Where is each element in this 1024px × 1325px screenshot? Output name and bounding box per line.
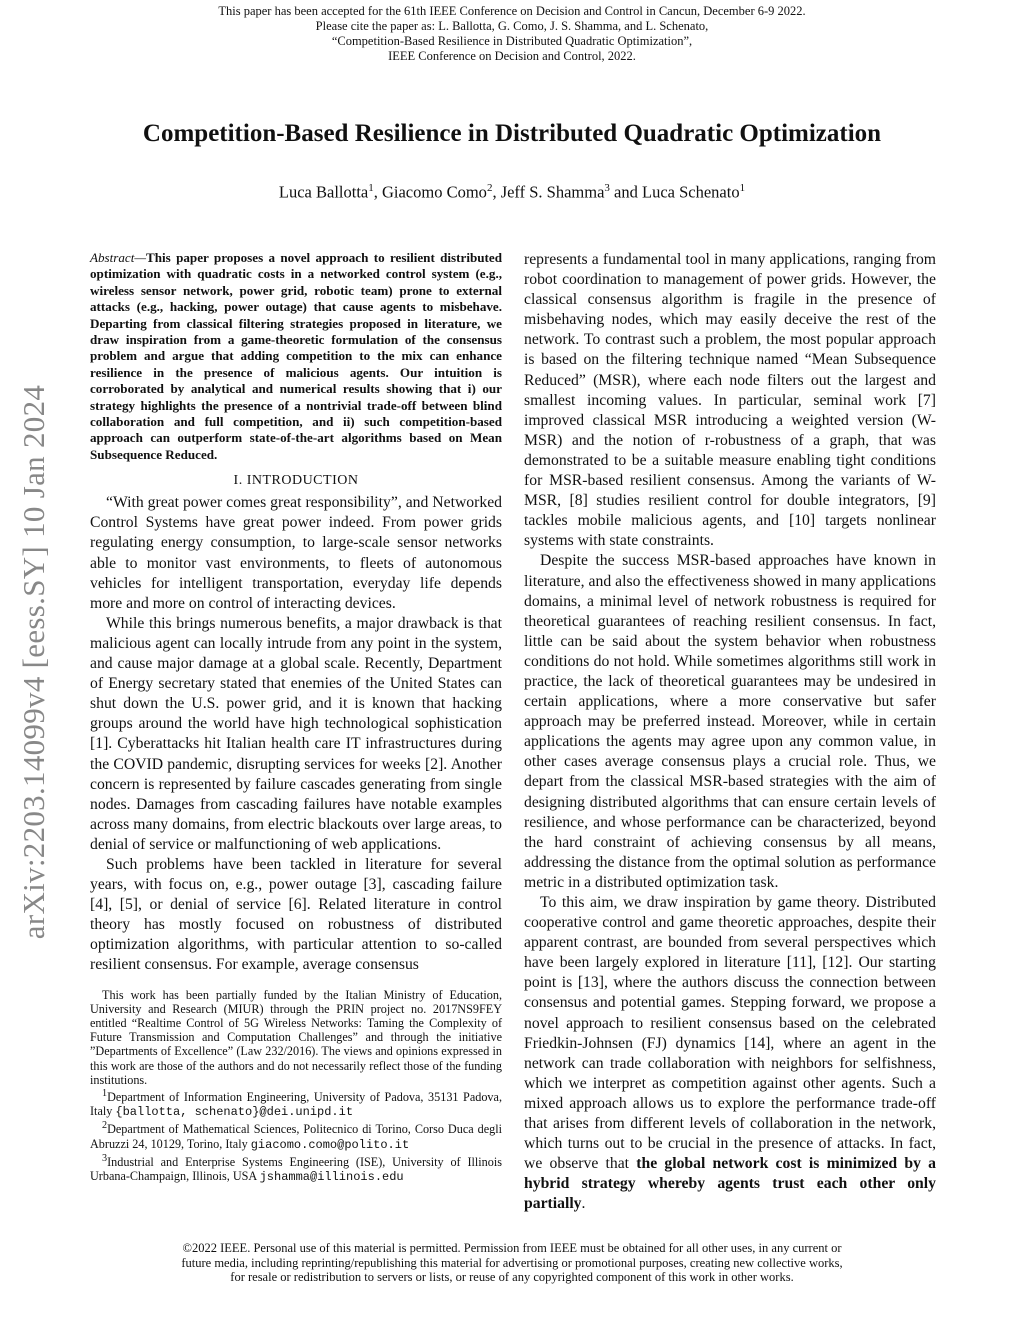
paragraph: Despite the success MSR-based approaches have known in literature, and also the effectiveness showed in many applications domains, a minimal level of network robustness is required for theoretical guarantees of reaching resilient consensus. In fact, little can be said about the system behavior when robustness conditions do not hold. While sometimes algorithms still work in practice, the lack of theoretical guarantees may be undesired in certain applications, where a more conservative but safer approach may be preferred instead. Moreover, while in certain applications the agents may agree upon any common value, in other cases average consensus plays a crucial role. Thus, we depart from the classical MSR-based strategies with the aim of designing distributed algorithms that can ensure certain levels of resilience, and whose performance can be characterized, beyond the hard constraint of achieving consensus by all means, addressing the distance from the optimal solution as performance metric in a distributed optimization task. <box>524 552 936 891</box>
author-name: Luca Schenato <box>642 182 740 202</box>
footnote-text: Department of Information Engineering, University of Padova, 35131 Padova, Italy <box>90 1090 502 1119</box>
affiliation-mark: 2 <box>486 182 493 194</box>
paragraph: represents a fundamental tool in many applications, ranging from robot coordination to management of power grids. However, the classical consensus algorithm is fragile in the presence of misbehaving nodes, which may easily deceive the rest of the network. To contrast such a problem, the most popular approach is based on the filtering technique named “Mean Subsequence Reduced” (MSR), where each node filters out the largest and smallest incoming values. In particular, seminal work [7] improved classical MSR introducing a weighted version (W-MSR) and the notion of r-robustness of a graph, that was demonstrated to be a suitable measure enabling tight conditions for MSR-based resilient consensus. Among the variants of W-MSR, [8] studies resilient control for double integrators, [9] tackles mobile malicious agents, and [10] targets nonlinear systems with state constraints. <box>524 251 936 550</box>
abstract-text: This paper proposes a novel approach to resilient distributed optimization with quadratic costs in a networked control system (e.g., wireless sensor network, power grid, robotic team) prone to external attacks (e.g., hacking, power outage) that cause agents to misbehave. Departing from classical filtering strategies proposed in literature, we draw inspiration from a game-theoretic formulation of the consensus problem and argue that adding competition to the mix can enhance resilience in the presence of malicious agents. Our intuition is corroborated by analytical and numerical results showing that i) our strategy highlights the presence of a nontrivial trade-off between blind collaboration and full competition, and ii) such competition-based approach can outperform state-of-the-art algorithms based on Mean Subsequence Reduced. <box>90 250 502 462</box>
email-address[interactable]: giacomo.como@polito.it <box>250 1137 410 1152</box>
notice-line: Please cite the paper as: L. Ballotta, G. Como, J. S. Shamma, and L. Schenato, <box>315 19 709 33</box>
end-punctuation: . <box>581 1195 586 1213</box>
copyright-notice: ©2022 IEEE. Personal use of this material is permitted. Permission from IEEE must be obtained for all other uses, in any current or future media, including reprinting/republishing this material for advertising or promotional purposes, creating new collective works, for resale or redistribution to servers or lists, or reuse of any copyrighted component of this work in other works. <box>181 1241 843 1284</box>
paper-title: Competition-Based Resilience in Distributed Quadratic Optimization <box>142 120 882 147</box>
affiliation-footnote: $^3$Industrial and Enterprise Systems Engineering (ISE), University of Illinois Urbana-Champaign, Illinois, USA jshamma@illinois.edu <box>90 1152 502 1185</box>
arxiv-stamp <box>14 352 54 972</box>
email-address[interactable]: jshamma@illinois.edu <box>259 1170 404 1185</box>
footnote-text: Industrial and Enterprise Systems Engineering (ISE), University of Illinois Urbana-Champaign, Illinois, USA <box>90 1154 502 1184</box>
affiliation-footnote: $^2$Department of Mathematical Sciences, Politecnico di Torino, Corso Duca degli Abruzzi 24, 10129, Torino, Italy giacomo.como@polito.it <box>90 1120 502 1152</box>
paragraph: Such problems have been tackled in literature for several years, with focus on, e.g., power outage [3], cascading failure [4], [5], or denial of service [6]. Related literature in control theory has mostly focused on robustness of distributed optimization algorithms, with particular attention to so-called resilient consensus. For example, average consensus <box>90 855 502 974</box>
footnotes <box>90 988 502 1185</box>
email-address[interactable]: {ballotta, schenato}@dei.unipd.it <box>115 1105 354 1120</box>
paragraph <box>524 893 936 1215</box>
notice-line: IEEE Conference on Decision and Control, 2022. <box>388 49 636 63</box>
left-column <box>90 250 502 1184</box>
affiliation-mark: 1 <box>739 182 746 194</box>
abstract <box>90 250 502 463</box>
affiliation-mark: 3 <box>604 182 610 194</box>
footnote-text: Department of Mathematical Sciences, Politecnico di Torino, Corso Duca degli Abruzzi 24, 10129, Torino, Italy <box>90 1122 502 1151</box>
right-column <box>524 250 936 1215</box>
author-name: Luca Ballotta <box>278 182 369 202</box>
funding-footnote: This work has been partially funded by the Italian Ministry of Education, University and Research (MIUR) through the PRIN project no. 2017NS9FEY entitled “Realtime Control of 5G Wireless Networks: Taming the Complexity of Future Transmission and Computation Challenges” and through the initiative ”Departments of Excellence” (Law 232/2016). The views and opinions expressed in this work are those of the authors and do not necessarily reflect those of the funding institutions. <box>90 987 502 1087</box>
notice-line: “Competition-Based Resilience in Distributed Quadratic Optimization”, <box>331 34 693 48</box>
paragraph-text: To this aim, we draw inspiration by game theory. Distributed cooperative control and game theoretic approaches, despite their apparent contrast, are bounded from several perspectives which have been largely explored in literature [11], [12]. Our starting point is [13], where the authors discuss the connection between consensus and potential games. Stepping forward, we propose a novel approach to resilient consensus based on the celebrated Friedkin-Johnsen (FJ) dynamics [14], where an agent in the network can trade collaboration with neighbors for selfishness, which we interpret as competition against other agents. Such a mixed approach allows us to explore the performance trade-off that arises from different levels of collaboration in the network, which turns out to be crucial in the presence of attacks. In fact, we observe that <box>524 894 936 1173</box>
author-list <box>0 178 1024 203</box>
paragraph: While this brings numerous benefits, a major drawback is that malicious agent can locally intrude from any point in the system, and cause major damage at a global scale. Recently, Department of Energy secretary stated that enemies of the United States can shut down the U.S. power grid, and it is known that hacking groups around the world have high technological sophistication [1]. Cyberattacks hit Italian health care IT infrastructures during the COVID pandemic, disrupting services for weeks [2]. Another concern is represented by failure cascades generating from single nodes. Damages from cascading failures have notable examples across many domains, from electric blackouts over large areas, to denial of service or malfunctioning of web applications. <box>90 614 502 853</box>
author-separator: and <box>609 182 642 202</box>
paragraph: “With great power comes great responsibility”, and Networked Control Systems have great power indeed. From power grids regulating energy consumption, to large-scale sensor networks able to monitor vast environments, to fleets of autonomous vehicles for intelligent transportation, everyday life depends more and more on control of interacting devices. <box>90 494 502 612</box>
affiliation-mark: 1 <box>368 182 374 194</box>
arxiv-identifier: arXiv:2203.14099v4 [eess.SY] 10 Jan 2024 <box>16 384 51 940</box>
section-heading: I. INTRODUCTION <box>233 473 359 489</box>
key-finding: the global network cost is minimized by a hybrid strategy whereby agents trust each other only partially <box>524 1155 936 1213</box>
notice-line: This paper has been accepted for the 61th IEEE Conference on Decision and Control in Cancun, December 6-9 2022. <box>218 4 806 18</box>
affiliation-footnote: $^1$Department of Information Engineering, University of Padova, 35131 Padova, Italy {ballotta, schenato}@dei.unipd.it <box>90 1087 502 1120</box>
author-name: Jeff S. Shamma <box>500 182 605 202</box>
author-separator: , <box>373 182 382 202</box>
acceptance-notice <box>0 4 1024 64</box>
author-name: Giacomo Como <box>381 182 487 202</box>
author-separator: , <box>492 182 501 202</box>
abstract-lead: Abstract— <box>90 250 147 265</box>
